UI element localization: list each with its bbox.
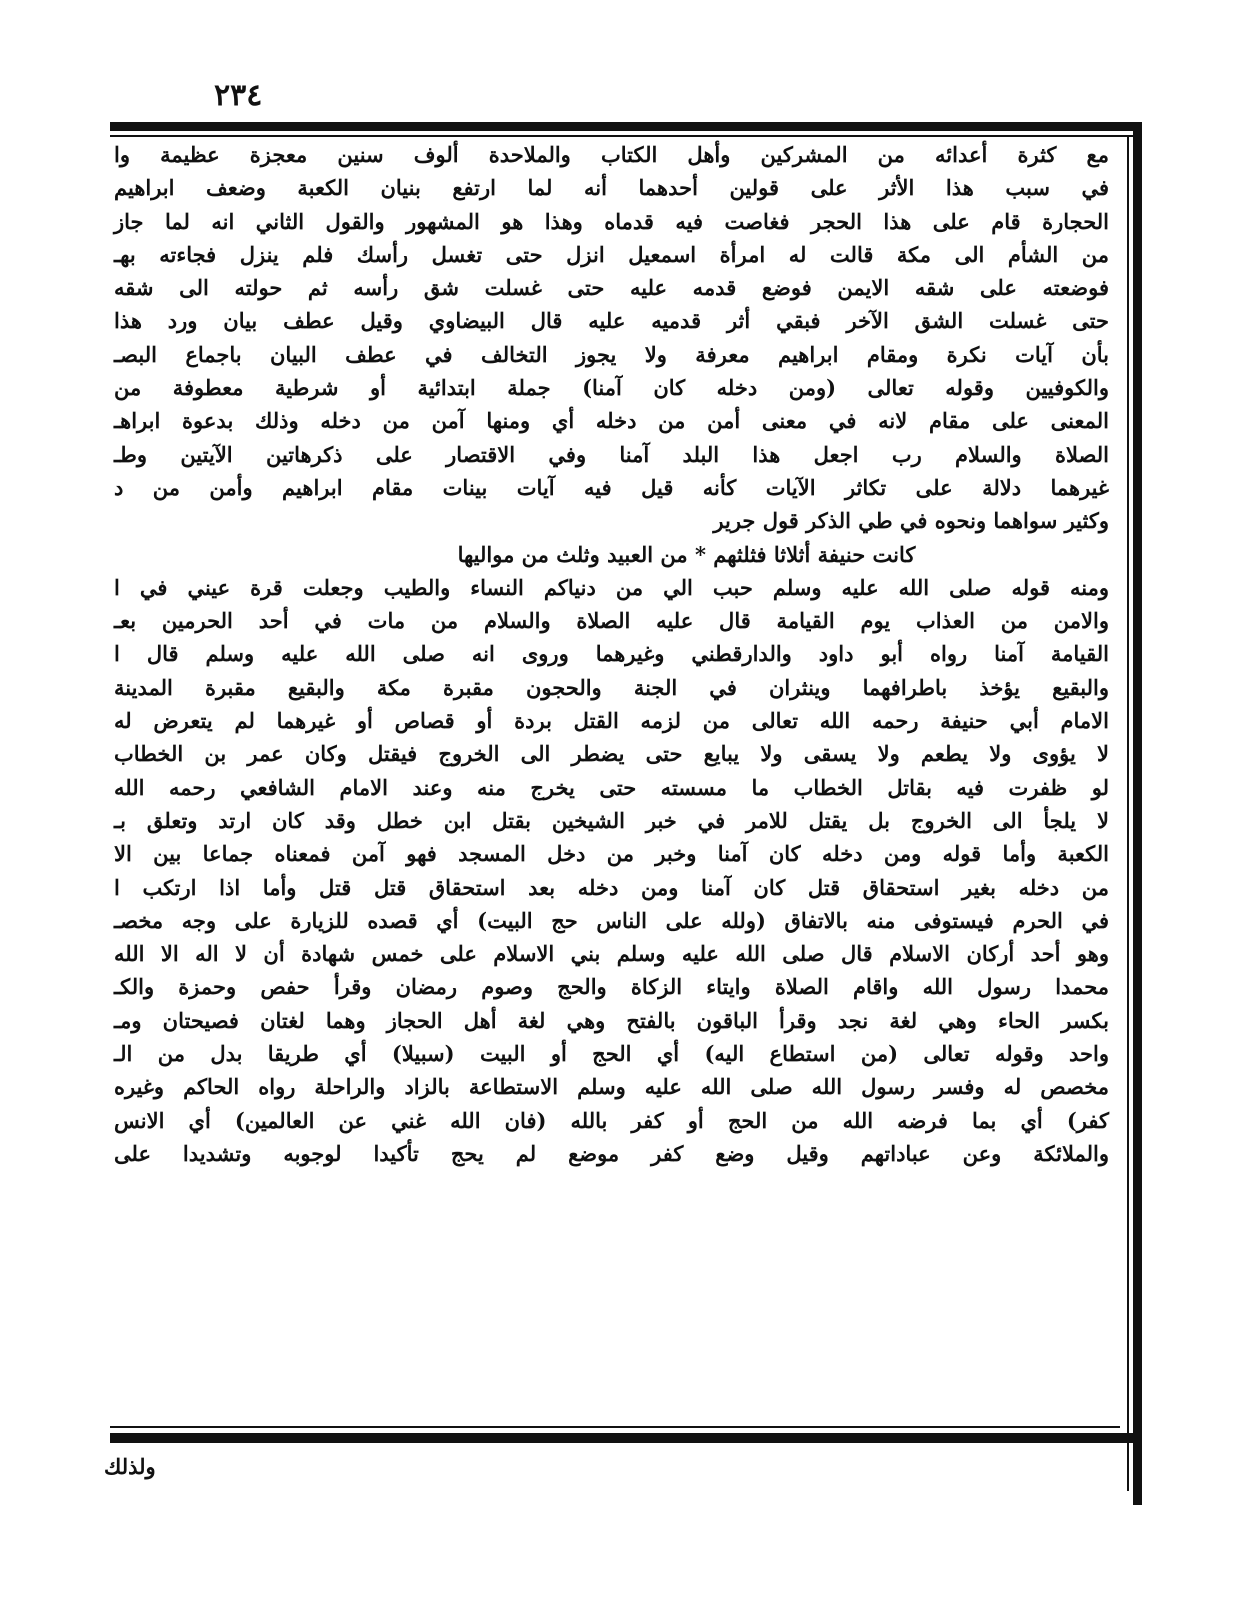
text-line: بأن آيات نكرة ومقام ابراهيم معرفة ولا يجوز التخالف في عطف البيان باجماع البصـ — [114, 341, 1109, 367]
text-line: والبقيع يؤخذ باطرافهما وينثران في الجنة والحجون مقبرة مكة والبقيع مقبرة المدينة — [114, 674, 1109, 700]
text-line: بكسر الحاء وهي لغة نجد وقرأ الباقون بالفتح وهي لغة أهل الحجاز وهما لغتان فصيحتان ومـ — [114, 1007, 1109, 1033]
text-line: الامام أبي حنيفة رحمه الله تعالى من لزمه القتل بردة أو قصاص أو غيرهما لم يتعرض له — [114, 708, 1109, 734]
text-line: غيرهما دلالة على تكاثر الآيات كأنه قيل فيه آيات بينات مقام ابراهيم وأمن من د — [114, 474, 1109, 500]
text-line: حتى غسلت الشق الآخر فبقي أثر قدميه عليه قال البيضاوي وقيل عطف بيان ورد هذا — [114, 308, 1109, 334]
text-line: في الحرم فيستوفى منه بالاتفاق (ولله على الناس حج البيت) أي قصده للزيارة على وجه مخصـ — [114, 907, 1109, 933]
text-line: كفر) أي بما فرضه الله من الحج أو كفر بالله (فان الله غني عن العالمين) أي الانس — [114, 1107, 1109, 1133]
text-line: واحد وقوله تعالى (من استطاع اليه) أي الحج أو البيت (سبيلا) أي طريقا بدل من الـ — [114, 1041, 1109, 1067]
text-line: الحجارة قام على هذا الحجر فغاصت فيه قدماه وهذا هو المشهور والقول الثاني انه لما جاز — [114, 208, 1109, 234]
top-border-thick — [110, 122, 1142, 131]
text-line: ومنه قوله صلى الله عليه وسلم حبب الي من دنياكم النساء والطيب وجعلت قرة عيني في ا — [114, 574, 1109, 600]
text-line: وهو أحد أركان الاسلام قال صلى الله عليه وسلم بني الاسلام على خمس شهادة أن لا اله الا الله — [114, 941, 1109, 967]
text-line: لا يلجأ الى الخروج بل يقتل للامر في خبر الشيخين بقتل ابن خطل وقد كان ارتد وتعلق بـ — [114, 807, 1109, 833]
side-border-thick — [1133, 122, 1142, 1505]
page-number: ٢٣٤ — [214, 78, 263, 113]
text-line: في سبب هذا الأثر على قولين أحدهما أنه لما ارتفع بنيان الكعبة وضعف ابراهيم — [114, 175, 1109, 201]
text-line: والامن من العذاب يوم القيامة قال عليه الصلاة والسلام من مات في أحد الحرمين بعـ — [114, 608, 1109, 634]
text-line: وكثير سواهما ونحوه في طي الذكر قول جرير — [713, 508, 1109, 534]
text-line: محمدا رسول الله واقام الصلاة وايتاء الزكاة والحج وصوم رمضان وقرأ حفص وحمزة والكـ — [114, 974, 1109, 1000]
side-border-thin — [1127, 135, 1129, 1491]
text-line: لو ظفرت فيه بقاتل الخطاب ما مسسته حتى يخرج منه وعند الامام الشافعي رحمه الله — [114, 774, 1109, 800]
text-line: من دخله بغير استحقاق قتل كان آمنا ومن دخله بعد استحقاق قتل قتل وأما اذا ارتكب ا — [114, 874, 1109, 900]
catchword: ولذلك — [104, 1454, 156, 1479]
text-line: مع كثرة أعدائه من المشركين وأهل الكتاب والملاحدة ألوف سنين معجزة عظيمة وا — [114, 142, 1109, 167]
text-line: لا يؤوى ولا يطعم ولا يسقى ولا يبايع حتى يضطر الى الخروج فيقتل وكان عمر بن الخطاب — [114, 741, 1109, 767]
text-line: الصلاة والسلام رب اجعل هذا البلد آمنا وفي الاقتصار على ذكرهاتين الآيتين وطـ — [114, 441, 1109, 467]
text-line: من الشأم الى مكة قالت له امرأة اسمعيل انزل حتى تغسل رأسك فلم ينزل فجاءته بهـ — [114, 241, 1109, 267]
text-line: الكعبة وأما قوله ومن دخله كان آمنا وخبر من دخل المسجد فهو آمن فمعناه جماعا بين الا — [114, 841, 1109, 867]
text-line: المعنى على مقام لانه في معنى أمن من دخله أي ومنها آمن من دخله وذلك بدعوة ابراهـ — [114, 408, 1109, 434]
text-line: القيامة آمنا رواه أبو داود والدارقطني وغيرهما وروى انه صلى الله عليه وسلم قال ا — [114, 641, 1109, 667]
text-line: والملائكة وعن عباداتهم وقيل وضع كفر موضع لم يحج تأكيدا لوجوبه وتشديدا على — [114, 1140, 1109, 1166]
text-line: فوضعته على شقه الايمن فوضع قدمه عليه حتى غسلت شق رأسه ثم حولته الى شقه — [114, 275, 1109, 301]
top-border-thin — [110, 135, 1142, 137]
main-text — [110, 138, 1113, 1428]
text-line: مخصص له وفسر رسول الله صلى الله عليه وسلم الاستطاعة بالزاد والراحلة رواه الحاكم وغيره — [114, 1074, 1109, 1100]
bottom-border-thick — [110, 1433, 1142, 1443]
text-line: والكوفيين وقوله تعالى (ومن دخله كان آمنا) جملة ابتدائية أو شرطية معطوفة من — [114, 375, 1109, 401]
poetry-verse: كانت حنيفة أثلاثا فثلثهم * من العبيد وثلث من مواليها — [457, 541, 916, 567]
